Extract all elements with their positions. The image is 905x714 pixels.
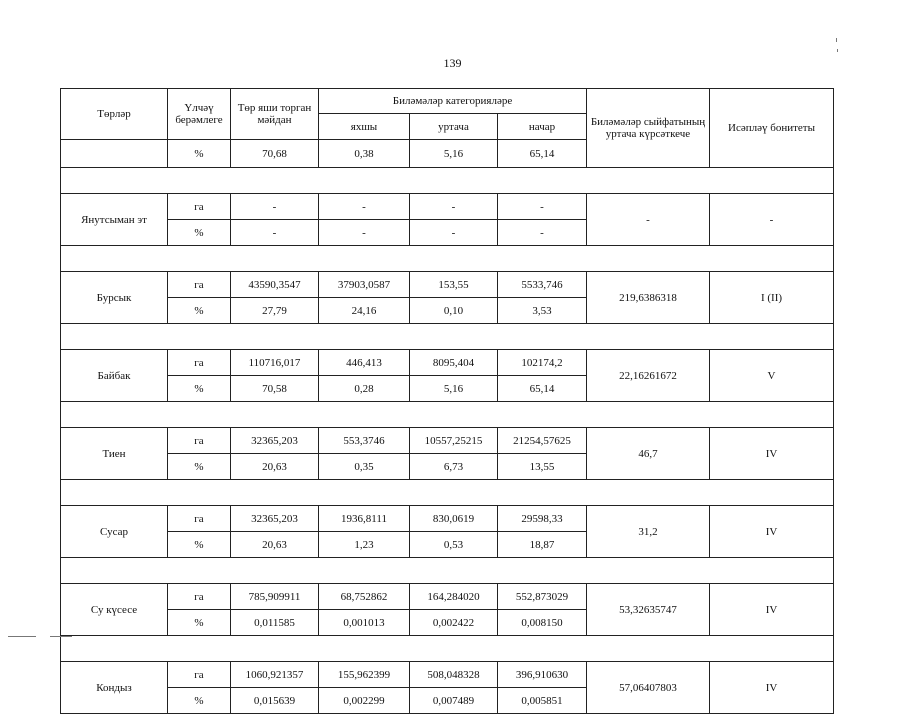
cell-good: 155,962399 <box>319 662 410 688</box>
cell-area: 0,011585 <box>231 610 319 636</box>
cell-bad: 0,005851 <box>498 688 587 714</box>
header-percent-area: 70,68 <box>231 140 319 168</box>
avg-quality: - <box>587 194 710 246</box>
group-gap <box>61 402 834 428</box>
cell-good: - <box>319 194 410 220</box>
group-gap <box>61 558 834 584</box>
cell-bad: 21254,57625 <box>498 428 587 454</box>
cell-area: - <box>231 220 319 246</box>
cell-area: 27,79 <box>231 298 319 324</box>
cell-bad: 65,14 <box>498 376 587 402</box>
group-gap-cell <box>61 324 834 350</box>
scan-speck <box>837 49 838 52</box>
table-row <box>61 506 834 532</box>
table-row <box>61 350 834 376</box>
cell-area: 1060,921357 <box>231 662 319 688</box>
scan-edge-mark <box>8 636 36 637</box>
group-gap <box>61 246 834 272</box>
header-bad: начар <box>498 114 587 140</box>
cell-unit: % <box>168 376 231 402</box>
cell-mid: 830,0619 <box>410 506 498 532</box>
cell-area: 32365,203 <box>231 506 319 532</box>
species-name: Тиен <box>61 428 168 480</box>
group-gap <box>61 480 834 506</box>
header-percent-bad: 65,14 <box>498 140 587 168</box>
group-gap <box>61 168 834 194</box>
cell-unit: га <box>168 194 231 220</box>
cell-bad: 396,910630 <box>498 662 587 688</box>
avg-quality: 53,32635747 <box>587 584 710 636</box>
cell-unit: % <box>168 610 231 636</box>
cell-unit: га <box>168 428 231 454</box>
cell-mid: 0,002422 <box>410 610 498 636</box>
land-quality-table <box>60 88 834 714</box>
group-gap-cell <box>61 168 834 194</box>
species-name: Су күсесе <box>61 584 168 636</box>
cell-mid: 0,10 <box>410 298 498 324</box>
cell-area: - <box>231 194 319 220</box>
scan-edge-mark <box>50 636 72 637</box>
cell-good: 1936,8111 <box>319 506 410 532</box>
cell-unit: % <box>168 298 231 324</box>
cell-unit: га <box>168 272 231 298</box>
scan-speck <box>836 38 837 42</box>
cell-good: 68,752862 <box>319 584 410 610</box>
cell-area: 110716,017 <box>231 350 319 376</box>
cell-unit: га <box>168 584 231 610</box>
cell-bad: 18,87 <box>498 532 587 558</box>
cell-mid: 0,007489 <box>410 688 498 714</box>
cell-unit: га <box>168 662 231 688</box>
group-gap-cell <box>61 480 834 506</box>
group-gap <box>61 324 834 350</box>
cell-good: 0,001013 <box>319 610 410 636</box>
cell-unit: % <box>168 454 231 480</box>
bonitet: IV <box>710 506 834 558</box>
table-row <box>61 662 834 688</box>
cell-good: - <box>319 220 410 246</box>
header-percent-good: 0,38 <box>319 140 410 168</box>
header-mid: уртача <box>410 114 498 140</box>
group-gap-cell <box>61 402 834 428</box>
cell-good: 37903,0587 <box>319 272 410 298</box>
cell-mid: 6,73 <box>410 454 498 480</box>
header-species-blank <box>61 140 168 168</box>
cell-unit: % <box>168 220 231 246</box>
bonitet: - <box>710 194 834 246</box>
cell-mid: 8095,404 <box>410 350 498 376</box>
cell-bad: 29598,33 <box>498 506 587 532</box>
cell-good: 0,35 <box>319 454 410 480</box>
header-unit: Үлчәү берәмлеге <box>168 89 231 140</box>
avg-quality: 46,7 <box>587 428 710 480</box>
header-avg-quality: Биләмәләр сыйфатының уртача күрсәткече <box>587 89 710 168</box>
group-gap <box>61 636 834 662</box>
group-gap-cell <box>61 636 834 662</box>
cell-bad: 13,55 <box>498 454 587 480</box>
cell-area: 70,58 <box>231 376 319 402</box>
species-name: Бурсык <box>61 272 168 324</box>
cell-good: 24,16 <box>319 298 410 324</box>
cell-area: 32365,203 <box>231 428 319 454</box>
bonitet: IV <box>710 428 834 480</box>
cell-mid: 164,284020 <box>410 584 498 610</box>
table-row <box>61 272 834 298</box>
cell-area: 20,63 <box>231 454 319 480</box>
header-bonitet: Исәпләү бонитеты <box>710 89 834 168</box>
table-row <box>61 428 834 454</box>
avg-quality: 22,16261672 <box>587 350 710 402</box>
cell-bad: 102174,2 <box>498 350 587 376</box>
table-row <box>61 584 834 610</box>
species-name: Сусар <box>61 506 168 558</box>
header-good: яхшы <box>319 114 410 140</box>
cell-good: 1,23 <box>319 532 410 558</box>
cell-mid: 10557,25215 <box>410 428 498 454</box>
avg-quality: 219,6386318 <box>587 272 710 324</box>
cell-area: 785,909911 <box>231 584 319 610</box>
cell-area: 0,015639 <box>231 688 319 714</box>
cell-mid: 0,53 <box>410 532 498 558</box>
table-row <box>61 194 834 220</box>
cell-mid: 153,55 <box>410 272 498 298</box>
cell-good: 446,413 <box>319 350 410 376</box>
bonitet: I (II) <box>710 272 834 324</box>
cell-mid: 5,16 <box>410 376 498 402</box>
bonitet: IV <box>710 662 834 714</box>
header-species: Төрләр <box>61 89 168 140</box>
cell-unit: га <box>168 506 231 532</box>
cell-area: 43590,3547 <box>231 272 319 298</box>
cell-good: 0,002299 <box>319 688 410 714</box>
cell-mid: 508,048328 <box>410 662 498 688</box>
species-name: Байбак <box>61 350 168 402</box>
header-percent-mid: 5,16 <box>410 140 498 168</box>
header-area: Төр яши торган мәйдан <box>231 89 319 140</box>
cell-bad: - <box>498 194 587 220</box>
avg-quality: 31,2 <box>587 506 710 558</box>
bonitet: V <box>710 350 834 402</box>
header-percent-unit: % <box>168 140 231 168</box>
cell-unit: % <box>168 532 231 558</box>
group-gap-cell <box>61 246 834 272</box>
cell-unit: га <box>168 350 231 376</box>
cell-good: 553,3746 <box>319 428 410 454</box>
cell-mid: - <box>410 220 498 246</box>
species-name: Янутсыман эт <box>61 194 168 246</box>
species-name: Кондыз <box>61 662 168 714</box>
cell-bad: 552,873029 <box>498 584 587 610</box>
cell-bad: 3,53 <box>498 298 587 324</box>
avg-quality: 57,06407803 <box>587 662 710 714</box>
header-categories: Биләмәләр категорияләре <box>319 89 587 114</box>
cell-good: 0,28 <box>319 376 410 402</box>
group-gap-cell <box>61 558 834 584</box>
cell-mid: - <box>410 194 498 220</box>
cell-unit: % <box>168 688 231 714</box>
cell-bad: 0,008150 <box>498 610 587 636</box>
page-number: 139 <box>443 56 462 70</box>
bonitet: IV <box>710 584 834 636</box>
cell-bad: - <box>498 220 587 246</box>
cell-bad: 5533,746 <box>498 272 587 298</box>
cell-area: 20,63 <box>231 532 319 558</box>
